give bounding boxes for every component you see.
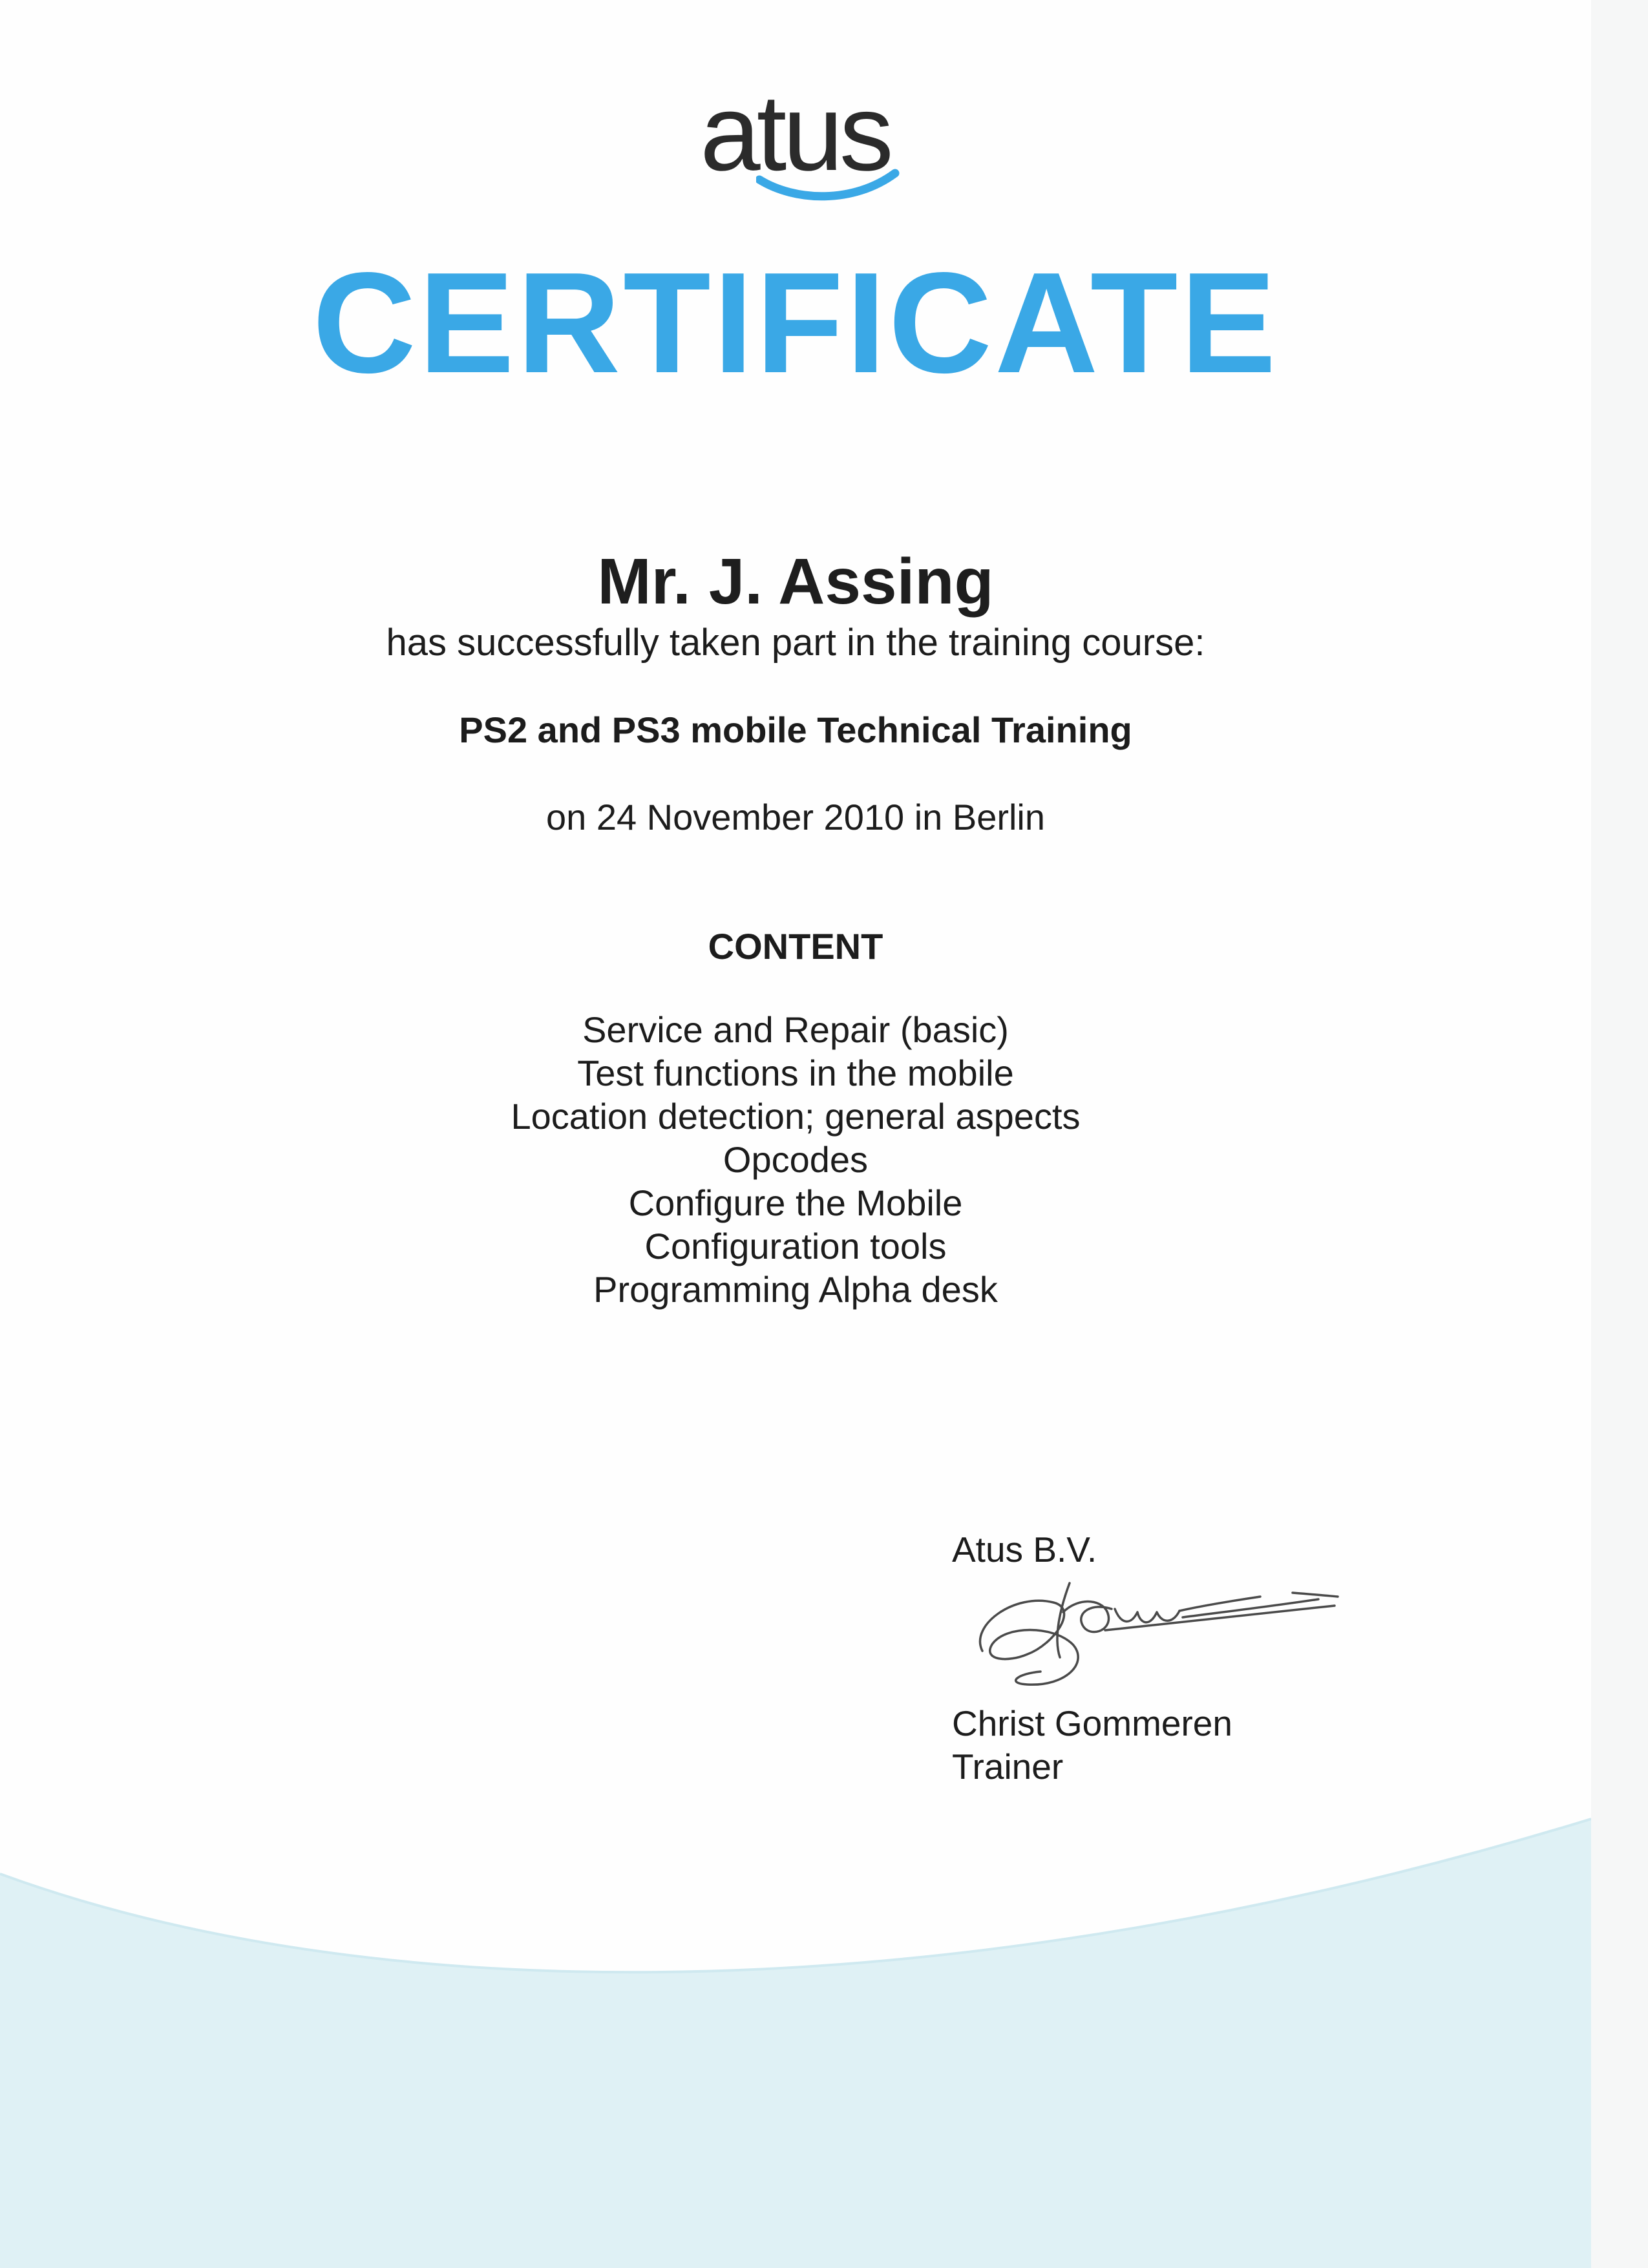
atus-logo [685,71,905,200]
content-item: Opcodes [723,1139,869,1180]
content-item: Programming Alpha desk [593,1269,998,1310]
lead-text: has successfully taken part in the training course: [386,622,1205,664]
content-item: Configure the Mobile [628,1182,963,1223]
content-item: Service and Repair (basic) [582,1009,1009,1050]
certificate-title: CERTIFICATE [312,243,1279,403]
scan-edge [1591,0,1648,2268]
logo-wordmark: atus [700,72,890,193]
signatory-company: Atus B.V. [952,1529,1097,1570]
content-item: Test functions in the mobile [577,1053,1014,1093]
handwritten-signature [956,1548,1344,1696]
course-title: PS2 and PS3 mobile Technical Training [459,709,1132,750]
content-heading: CONTENT [708,926,883,967]
content-item: Location detection; general aspects [511,1096,1081,1137]
recipient-name: Mr. J. Assing [597,545,994,618]
background-wave [0,1796,1591,2268]
signatory-name: Christ Gommeren [952,1703,1232,1743]
date-place: on 24 November 2010 in Berlin [545,797,1046,837]
signatory-role: Trainer [952,1747,1064,1787]
content-list [0,1008,1591,1311]
logo-swoosh-icon [756,168,905,207]
content-item: Configuration tools [644,1226,947,1266]
